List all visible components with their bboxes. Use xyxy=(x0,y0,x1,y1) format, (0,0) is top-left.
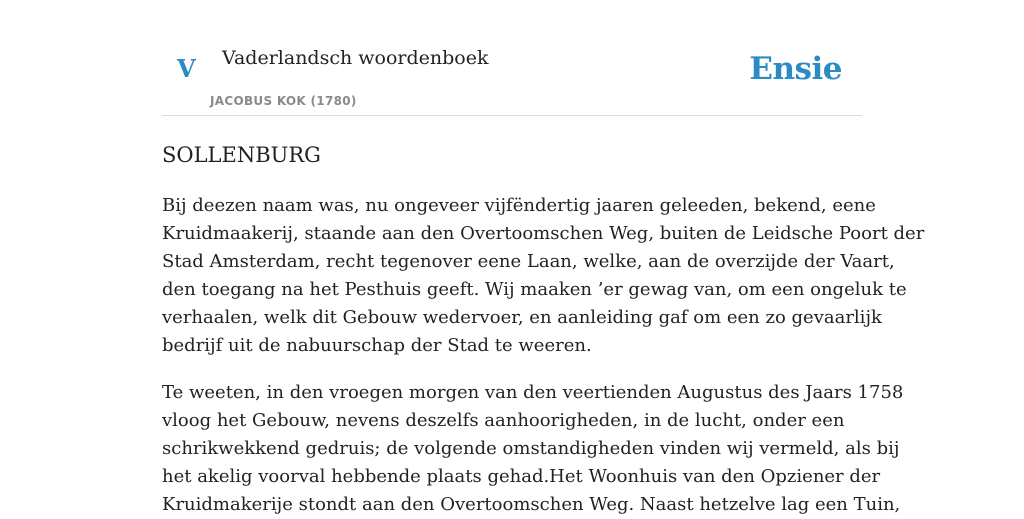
text-line: Kruidmakerije stondt aan den Overtoomschen Weg. Naast hetzelve lag een Tuin, xyxy=(162,494,901,515)
text-line: schrikwekkend gedruis; de volgende omstandigheden vinden wij vermeld, als bij xyxy=(162,438,900,459)
author-label: JACOBUS KOK (1780) xyxy=(210,94,357,108)
text-line: verhaalen, welk dit Gebouw wedervoer, en aanleiding gaf om een zo gevaarlijk xyxy=(162,307,882,328)
text-line: vloog het Gebouw, nevens deszelfs aanhoorigheden, in de lucht, onder een xyxy=(162,410,845,431)
entry-title: SOLLENBURG xyxy=(162,143,321,167)
text-line: den toegang na het Pesthuis geeft. Wij maaken ’er gewag van, om een ongeluk te xyxy=(162,279,907,300)
entry-paragraph-1 xyxy=(162,192,925,360)
text-line: bedrijf uit de nabuurschap der Stad te weeren. xyxy=(162,335,592,356)
page xyxy=(162,0,925,515)
book-title-link[interactable]: Vaderlandsch woordenboek xyxy=(222,47,489,69)
letter-index-link[interactable]: V xyxy=(177,54,196,83)
text-line: het akelig voorval hebbende plaats gehad.Het Woonhuis van den Opziener der xyxy=(162,466,881,487)
text-line: Bij deezen naam was, nu ongeveer vijfëndertig jaaren geleeden, bekend, eene xyxy=(162,195,876,216)
text-line: Kruidmaakerij, staande aan den Overtoomschen Weg, buiten de Leidsche Poort der xyxy=(162,223,925,244)
entry-paragraph-2 xyxy=(162,379,904,519)
text-line: Stad Amsterdam, recht tegenover eene Laan, welke, aan de overzijde der Vaart, xyxy=(162,251,895,272)
ensie-logo-link[interactable]: Ensie xyxy=(749,51,842,87)
text-line: Te weeten, in den vroegen morgen van den veertienden Augustus des Jaars 1758 xyxy=(162,382,904,403)
header xyxy=(162,0,862,116)
